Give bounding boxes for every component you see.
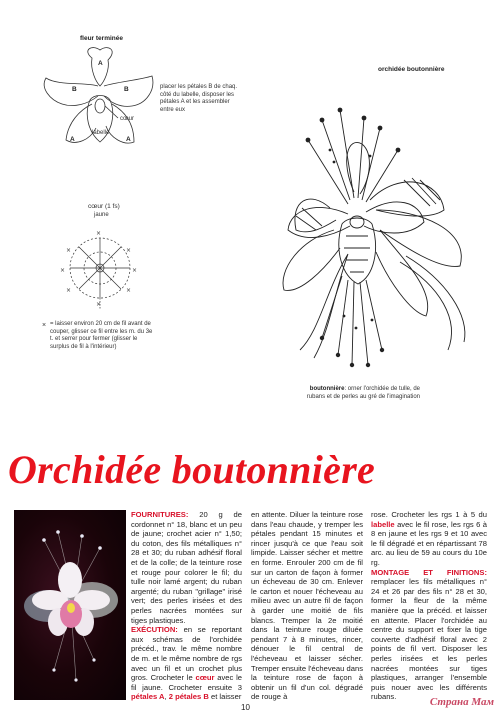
coeur-subtitle: jaune — [94, 212, 109, 218]
article-title: Orchidée boutonnière — [8, 447, 376, 492]
label-B-right: B — [124, 86, 129, 93]
boutonniere-caption — [300, 386, 420, 401]
label-A-right: A — [126, 136, 131, 143]
orchid-photo — [14, 510, 126, 700]
watermark: Страна Мам — [429, 696, 494, 708]
petales-a-keyword: pétales A — [131, 692, 165, 702]
petales-b-keyword: 2 pétales B — [168, 692, 209, 702]
montage-text: remplacer les fils métalliques n° 24 et 26 par des fils n° 28 et 30, former la fleur de la même manière que la précéd. et laisser en attente. Placer l'orchidée au centre du support et fixer la tige couverte d'adhésif floral avec 2 points de fil vert. Disposer les perles irisées et les perles nacrées montées sur tiges plastiques, arranger l'ensemble puis nouer avec les différents rubans. — [371, 577, 487, 702]
coeur-note: = laisser environ 20 cm de fil avant de couper, glisser ce fil entre les m. du 3e t. et serrer pour fermer (glisser le surplus de fil à l'intérieur) — [50, 321, 153, 350]
boutonniere-illustration — [230, 80, 490, 380]
svg-text:×: × — [132, 267, 138, 274]
execution-heading: EXÉCUTION: — [131, 625, 178, 635]
text-column-3 — [371, 510, 487, 702]
svg-text:×: × — [126, 247, 132, 254]
svg-text:×: × — [126, 287, 132, 294]
assembly-note: placer les pétales B de chaq. côté du labelle, disposer les pétales A et les assembler entre eux — [160, 84, 238, 113]
label-coeur: cœur — [120, 116, 134, 122]
svg-text:×: × — [96, 301, 102, 308]
fleur-terminee-title: fleur terminée — [80, 35, 123, 42]
text-column-2 — [251, 510, 363, 702]
col3-text-b: avec le fil rose, les rgs 6 à 8 en jaune et les rgs 9 et 10 avec le fil dégradé et en répartissant 78 arc. au lieu de 59 au cours du 10e rg. — [371, 519, 487, 567]
coeur-title: cœur (1 fs) — [88, 203, 120, 210]
comma-separator: , — [164, 692, 167, 702]
coeur-keyword: cœur — [195, 673, 215, 683]
svg-text:×: × — [66, 247, 72, 254]
execution-text-a: en se reportant aux schémas de l'orchidée précéd., trav. le même nombre de m. et le même nombre de rgs avec un fil et un crochet plus gros. Crocheter le — [131, 625, 242, 683]
label-B-left: B — [72, 86, 77, 93]
svg-text:×: × — [60, 267, 66, 274]
legend-symbol: × — [42, 322, 47, 329]
labelle-keyword: labelle — [371, 519, 395, 529]
fournitures-heading: FOURNITURES: — [131, 510, 189, 519]
fournitures-text: 20 g de cordonnet n° 18, blanc et un peu de jaune; crochet acier n° 1,50; du coton, des fils métalliques n° 28 et 30; du ruban adhésif floral et de la colle; de la teinture rose et rouge pour colorer le fil; du tulle noir lamé argent; du ruban argenté; du ruban "grillage" irisé vert; des perles irisées et des perles nacrées montées sur tiges plastiques. — [131, 510, 242, 625]
orchid-boutonniere-title: orchidée boutonnière — [378, 66, 445, 73]
boutonniere-caption-text: : orner l'orchidée de tulle, de rubans et de perles au gré de l'imagination — [306, 386, 420, 400]
label-A-left: A — [70, 136, 75, 143]
text-column-1 — [131, 510, 242, 702]
col3-text-a: rose. Crocheter les rgs 1 à 5 du — [371, 510, 487, 519]
boutonniere-caption-bold: boutonnière — [309, 386, 345, 392]
execution-text-b: avec le fil jaune. Crocheter ensuite 3 — [131, 673, 242, 692]
coeur-crochet-chart — [40, 218, 160, 318]
label-labelle: labelle — [92, 130, 110, 136]
execution-text-c: et laisser — [210, 692, 242, 702]
montage-heading: MONTAGE ET FINITIONS: — [371, 567, 487, 577]
label-A-top: A — [98, 60, 103, 67]
svg-text:×: × — [66, 287, 72, 294]
page-number: 10 — [241, 703, 250, 712]
svg-text:×: × — [96, 230, 102, 237]
col2-text: en attente. Diluer la teinture rose dans l'eau chaude, y tremper les pétales pendant 15 minutes et rincer jusqu'à ce que l'eau soit limpide. Laisser sécher et mettre en forme. Enrouler 200 cm de fil sur un carton de façon à former un écheveau de 30 cm. Enlever le carton et nouer l'écheveau au milieu avec un autre fil de façon à garder une moitié de fils blancs. Tremper la 2e moitié dans la teinture rouge diluée pendant 7 à 8 minutes, rincer, dénouer le fil central de l'écheveau et laisser sécher. Tremper ensuite l'écheveau dans la teinture rose de façon à obtenir un fil d'un col. dégradé de rouge à — [251, 510, 363, 702]
